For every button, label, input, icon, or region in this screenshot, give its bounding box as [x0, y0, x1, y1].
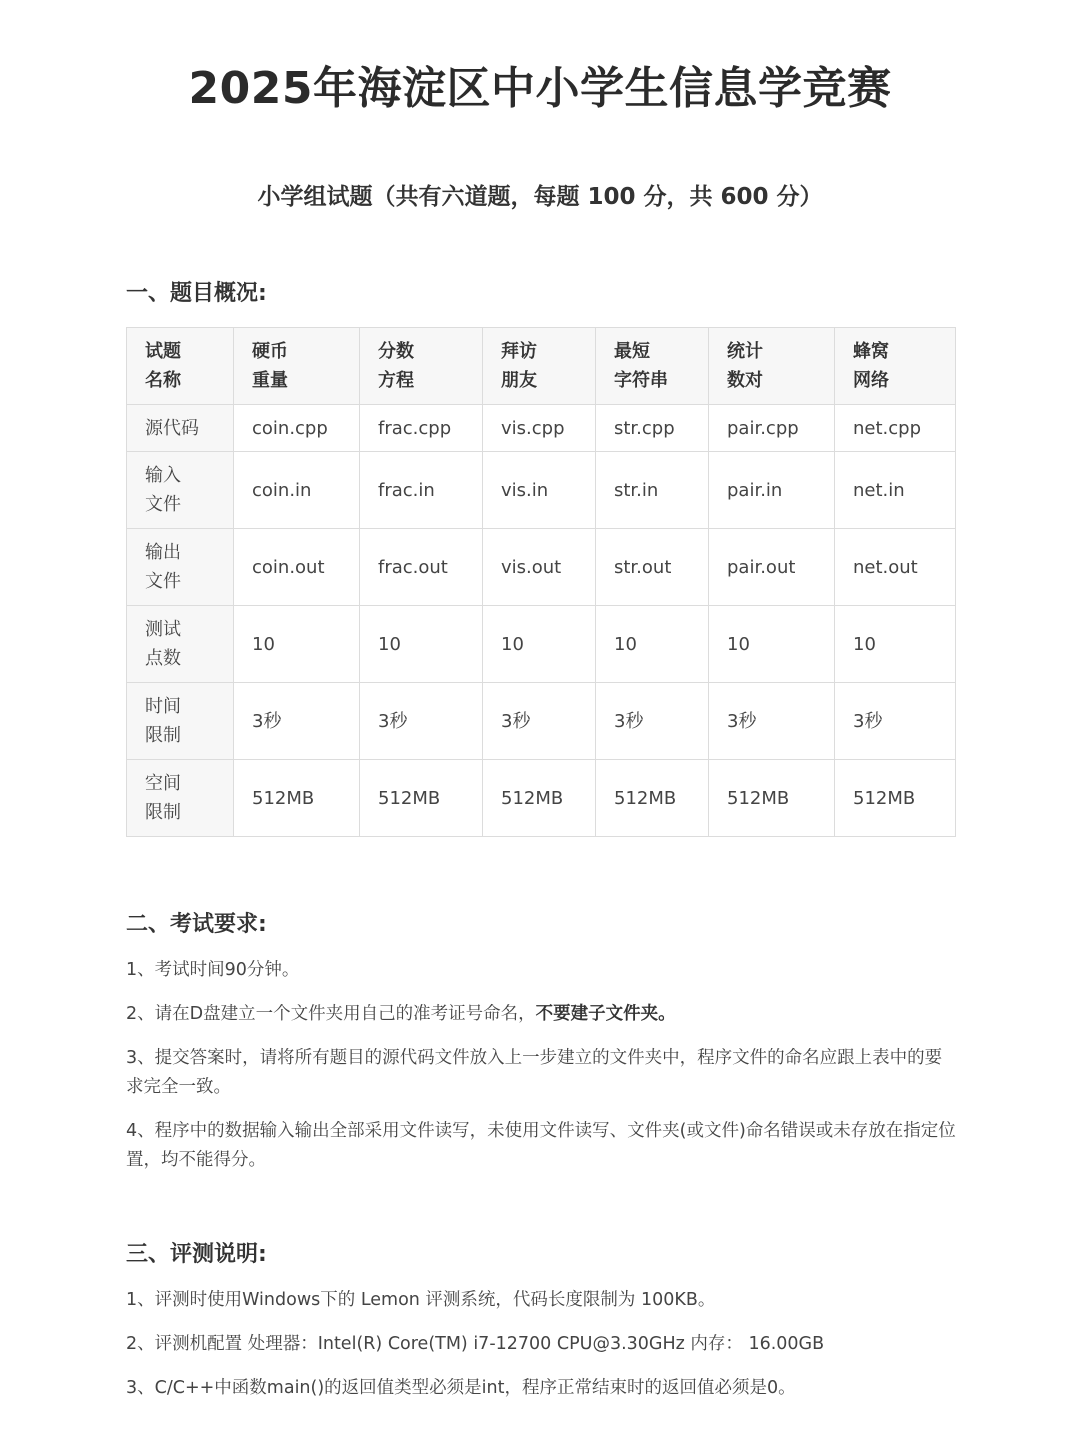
judging-item-3: 3、C/C++中函数main()的返回值类型必须是int，程序正常结束时的返回值必须是0。 [126, 1378, 796, 1398]
table-cell: 3秒 [835, 683, 956, 760]
table-header-cell: 试题 名称 [127, 328, 234, 405]
table-cell: pair.in [709, 452, 835, 529]
requirement-item-3: 3、提交答案时，请将所有题目的源代码文件放入上一步建立的文件夹中，程序文件的命名应跟上表中的要求完全一致。 [126, 1048, 943, 1097]
row-label: 测试 点数 [127, 606, 234, 683]
table-cell: 3秒 [709, 683, 835, 760]
table-row-input [127, 452, 956, 529]
page-title: 2025年海淀区中小学生信息学竞赛 [188, 63, 892, 114]
table-header-cell: 分数 方程 [360, 328, 483, 405]
table-cell: 512MB [483, 760, 596, 837]
row-label: 时间 限制 [127, 683, 234, 760]
table-cell: 10 [483, 606, 596, 683]
table-cell: 512MB [835, 760, 956, 837]
table-cell: 10 [360, 606, 483, 683]
table-header-cell: 硬币 重量 [234, 328, 360, 405]
row-label: 源代码 [127, 405, 234, 452]
page-subtitle: 小学组试题（共有六道题，每题 100 分，共 600 分） [257, 184, 823, 210]
table-header-row [127, 328, 956, 405]
table-cell: coin.in [234, 452, 360, 529]
table-cell: 512MB [234, 760, 360, 837]
table-header-cell: 蜂窝 网络 [835, 328, 956, 405]
table-cell: coin.out [234, 529, 360, 606]
table-cell: frac.out [360, 529, 483, 606]
row-label: 输出 文件 [127, 529, 234, 606]
table-cell: net.out [835, 529, 956, 606]
table-cell: net.in [835, 452, 956, 529]
table-row-time-limit [127, 683, 956, 760]
table-cell: pair.out [709, 529, 835, 606]
table-row-testcases [127, 606, 956, 683]
table-cell: frac.in [360, 452, 483, 529]
judging-item-1: 1、评测时使用Windows下的 Lemon 评测系统，代码长度限制为 100KB。 [126, 1290, 716, 1310]
table-row-memory-limit [127, 760, 956, 837]
table-cell: 512MB [360, 760, 483, 837]
judging-item-2: 2、评测机配置 处理器：Intel(R) Core(TM) i7-12700 CPU@3.30GHz 内存： 16.00GB [126, 1334, 825, 1354]
table-cell: net.cpp [835, 405, 956, 452]
table-header-cell: 拜访 朋友 [483, 328, 596, 405]
table-cell: 10 [835, 606, 956, 683]
section-heading-judging: 三、评测说明: [126, 1242, 267, 1267]
table-cell: vis.in [483, 452, 596, 529]
table-cell: pair.cpp [709, 405, 835, 452]
row-label: 输入 文件 [127, 452, 234, 529]
table-cell: 3秒 [596, 683, 709, 760]
table-cell: 3秒 [234, 683, 360, 760]
table-cell: 512MB [709, 760, 835, 837]
table-cell: 10 [596, 606, 709, 683]
requirement-item-4: 4、程序中的数据输入输出全部采用文件读写，未使用文件读写、文件夹(或文件)命名错误或未存放在指定位置，均不能得分。 [126, 1121, 956, 1170]
table-header-cell: 最短 字符串 [596, 328, 709, 405]
requirement-item-2: 2、请在D盘建立一个文件夹用自己的准考证号命名，不要建子文件夹。 [126, 1004, 676, 1024]
table-row-source [127, 405, 956, 452]
table-cell: vis.out [483, 529, 596, 606]
section-heading-overview: 一、题目概况: [126, 281, 267, 306]
table-cell: 512MB [596, 760, 709, 837]
table-header-cell: 统计 数对 [709, 328, 835, 405]
table-cell: str.in [596, 452, 709, 529]
row-label: 空间 限制 [127, 760, 234, 837]
table-cell: 10 [234, 606, 360, 683]
table-cell: 3秒 [360, 683, 483, 760]
section-heading-exam-requirements: 二、考试要求: [126, 912, 267, 937]
table-cell: frac.cpp [360, 405, 483, 452]
table-cell: str.out [596, 529, 709, 606]
table-cell: coin.cpp [234, 405, 360, 452]
table-row-output [127, 529, 956, 606]
table-cell: str.cpp [596, 405, 709, 452]
requirement-item-1: 1、考试时间90分钟。 [126, 960, 300, 980]
table-cell: 3秒 [483, 683, 596, 760]
problem-overview-table [126, 327, 956, 837]
table-cell: 10 [709, 606, 835, 683]
table-cell: vis.cpp [483, 405, 596, 452]
